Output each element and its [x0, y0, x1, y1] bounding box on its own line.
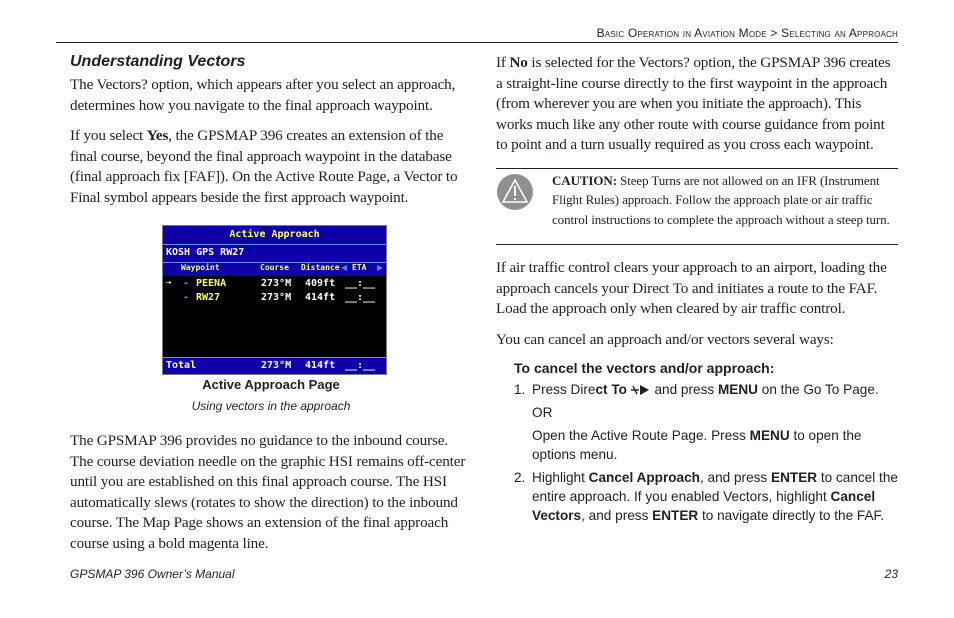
- menu-key: MENU: [749, 428, 790, 444]
- text-run: to navigate directly to the FAF.: [698, 508, 885, 524]
- column-header-distance: Distance: [301, 263, 340, 272]
- step-text: [532, 468, 898, 525]
- total-course: 273°M: [261, 360, 292, 371]
- cancel-approach-option: Cancel Approach: [588, 470, 700, 486]
- header-rule: [56, 42, 898, 43]
- active-approach-screen: [162, 225, 387, 375]
- figure-caption: Active Approach Page: [202, 377, 340, 392]
- vectors-intro-paragraph: The Vectors? option, which appears after you select an approach, determines how you navigate to the final approach waypoint.: [70, 76, 456, 114]
- footer-manual-title: GPSMAP 396 Owner’s Manual: [70, 567, 235, 581]
- running-header: [597, 26, 898, 40]
- enter-key: ENTER: [771, 470, 818, 486]
- caution-text: [552, 171, 898, 229]
- text-run: If you select: [70, 127, 147, 145]
- waypoint-distance: 409ft: [305, 278, 336, 289]
- footer-page-number: 23: [884, 567, 898, 581]
- scroll-left-arrow-icon: ◀: [341, 263, 348, 272]
- step-alternative: [532, 426, 898, 464]
- text-run: , and press: [699, 470, 771, 486]
- procedure-steps: [514, 380, 898, 525]
- waypoint-course: 273°M: [261, 278, 292, 289]
- breadcrumb-section: Basic Operation in Aviation Mode: [596, 26, 767, 40]
- procedure-step: [514, 380, 898, 464]
- procedure-step: [514, 468, 898, 525]
- step-number: 2.: [514, 470, 526, 486]
- waypoint-name: PEENA: [196, 278, 227, 289]
- text-run: to open the options menu.: [532, 428, 862, 463]
- scroll-right-arrow-icon: ▶: [377, 263, 384, 272]
- waypoint-course: 273°M: [261, 292, 292, 303]
- caution-label: CAUTION:: [552, 173, 617, 188]
- inbound-course-block: [70, 431, 470, 565]
- left-column: [70, 53, 470, 219]
- direct-to-icon: [631, 385, 651, 395]
- text-run: on the Go To Page.: [758, 382, 879, 398]
- screen-divider: [163, 244, 386, 245]
- menu-key: MENU: [717, 382, 758, 398]
- breadcrumb-topic: Selecting an Approach: [781, 26, 898, 40]
- waypoint-list: [163, 276, 386, 357]
- total-row: [163, 357, 386, 374]
- step-or: OR: [532, 405, 553, 421]
- screen-route-name: KOSH GPS RW27: [166, 247, 245, 258]
- yes-keyword: Yes: [146, 127, 169, 145]
- caution-body: Steep Turns are not allowed on an IFR (Instrument Flight Rules) approach. Follow the approach plate or air traffic control instructions to complete the approach without a steep turn.: [552, 173, 890, 227]
- waypoint-distance: 414ft: [305, 292, 336, 303]
- text-run: is selected for the Vectors? option, the GPSMAP 396 creates a straight-line course directly to the first waypoint in the approach (from wherever you are when you initiate the approach). This works much like any other route with course guidance from point to point and a turn usually required as you cross each waypoint.: [496, 54, 891, 154]
- right-lower-column: [496, 258, 898, 529]
- text-run: , and press: [581, 508, 653, 524]
- text-run: If: [496, 54, 510, 71]
- vectors-yes-paragraph: [70, 126, 470, 208]
- text-run: Open the Active Route Page. Press: [532, 428, 750, 444]
- screen-title: Active Approach: [163, 226, 386, 244]
- section-title: Understanding Vectors: [70, 53, 246, 70]
- total-distance: 414ft: [305, 360, 336, 371]
- step-number: 1.: [514, 382, 526, 398]
- text-run: Highlight: [532, 470, 589, 486]
- text-run: Press Dire: [532, 382, 596, 398]
- total-label: Total: [166, 360, 197, 371]
- no-keyword: No: [509, 54, 528, 71]
- text-run: , the GPSMAP 396 creates an extension of the final course, beyond the final approach waypoint in the database (final approach fix [FAF]). On the Active Route Page, a Vector to Final symbol appears beside the first approach waypoint.: [70, 127, 458, 206]
- direct-to-key: ct To: [595, 382, 627, 398]
- column-header-waypoint: Waypoint: [181, 263, 220, 272]
- waypoint-eta: __:__: [345, 278, 376, 289]
- right-column: [496, 53, 898, 166]
- figure-subcaption: Using vectors in the approach: [191, 399, 351, 413]
- procedure-title: To cancel the vectors and/or approach:: [514, 360, 775, 377]
- waypoint-name: RW27: [196, 292, 221, 303]
- waypoint-eta: __:__: [345, 292, 376, 303]
- inbound-course-paragraph: The GPSMAP 396 provides no guidance to the inbound course. The course deviation needle on the graphic HSI remains off-center until you are established on this final approach course. The HSI automatically slews (rotates to show the direction) to the inbound course. The Map Page shows an extension of the final approach course using a bold magenta line.: [70, 432, 466, 552]
- cancel-vectors-option: Cancel Vectors: [532, 489, 876, 524]
- column-header-eta: ETA: [352, 263, 367, 272]
- vector-to-final-icon: ⇢: [166, 278, 172, 288]
- leg-dash: -: [183, 278, 190, 289]
- breadcrumb-separator: >: [770, 26, 778, 40]
- atc-clearance-paragraph: If air traffic control clears your approach to an airport, loading the approach cancels your Direct To and initiates a route to the FAF. Load the approach only when cleared by air traffic control.: [496, 259, 887, 318]
- text-run: to cancel the entire approach. If you enabled Vectors, highlight: [532, 470, 898, 505]
- text-run: and press: [650, 382, 718, 398]
- caution-box: [496, 168, 898, 245]
- cancel-ways-paragraph: You can cancel an approach and/or vectors several ways:: [496, 330, 834, 348]
- total-eta: __:__: [345, 360, 376, 371]
- step-text: [532, 380, 898, 399]
- leg-dash: -: [183, 292, 190, 303]
- column-header-course: Course: [260, 263, 289, 272]
- vectors-no-paragraph: [496, 53, 898, 156]
- enter-key: ENTER: [652, 508, 699, 524]
- caution-warning-icon: [496, 173, 534, 211]
